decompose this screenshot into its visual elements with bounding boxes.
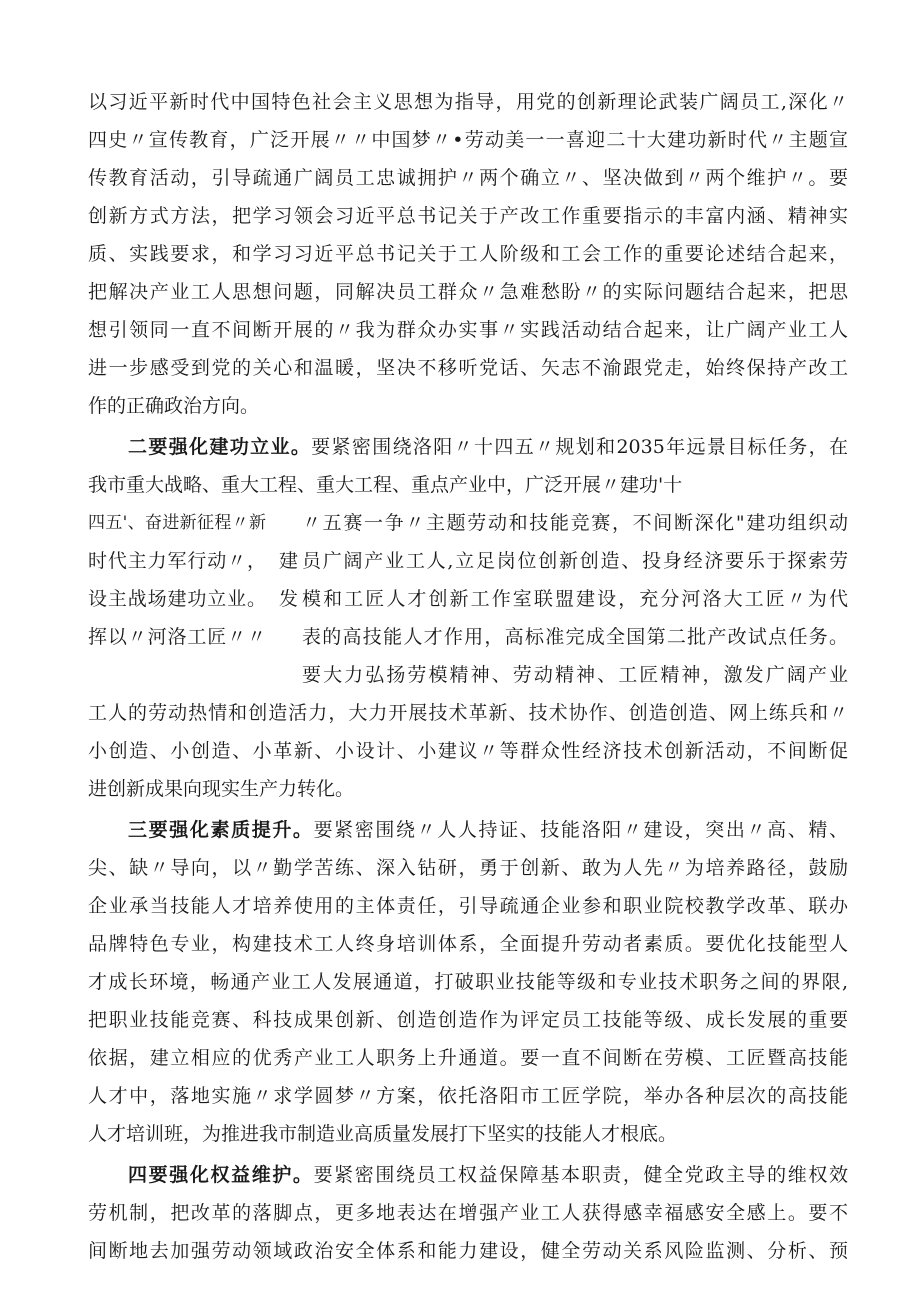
text-line: 把职业技能竞赛、科技成果创新、创造创造作为评定员工技能等级、成长发展的重要 bbox=[88, 1009, 848, 1031]
text-line: 人才培训班，为推进我市制造业高质量发展打下坚实的技能人才根底。 bbox=[88, 1123, 678, 1145]
text-line: 小创造、小创造、小革新、小设计、小建议〃等群众性经济技术创新活动，不间断促 bbox=[88, 740, 848, 762]
text-line: 进一步感受到党的关心和温暖，坚决不移听党话、矢志不渝跟党走，始终保持产改工 bbox=[88, 357, 848, 379]
section-heading: 四要强化权益维护。 bbox=[128, 1164, 314, 1186]
text-line: 进创新成果向现实生产力转化。 bbox=[88, 778, 355, 800]
right-column-line: 表的高技能人才作用，高标准完成全国第二批产改试点任务。 bbox=[302, 626, 848, 648]
text-line: 我市重大战略、重大工程、重大工程、重点产业中，广泛开展〃建功'十 bbox=[88, 474, 683, 496]
text-line: 才成长环境，畅通产业工人发展通道，打破职业技能等级和专业技术职务之间的界限, bbox=[88, 971, 848, 993]
left-column-line: 挥以〃河洛工匠〃〃 bbox=[88, 626, 266, 648]
right-column-line: 员广阔产业工人,立足岗位创新创造、投身经济要乐于探索劳 bbox=[302, 550, 848, 572]
text-line bbox=[128, 1163, 848, 1187]
text-line: 尖、缺〃导向，以〃勤学苦练、深入钻研，勇于创新、敢为人先〃为培养路径，鼓励 bbox=[88, 857, 848, 879]
middle-column-char: 建 bbox=[279, 550, 299, 572]
text-line: 劳机制，把改革的落脚点，更多地表达在增强产业工人获得感幸福感安全感上。要不 bbox=[88, 1202, 848, 1224]
left-column-line: 设主战场建功立业。 bbox=[88, 588, 266, 610]
section-heading: 二要强化建功立业。 bbox=[128, 436, 312, 458]
text-span: 要紧密围绕员工权益保障基本职责，健全党政主导的维权效 bbox=[313, 1164, 848, 1186]
text-line: 质、实践要求，和学习习近平总书记关于工人阶级和工会工作的重要论述结合起来， bbox=[88, 243, 848, 265]
right-column-line: 〃五赛一争〃主题劳动和技能竞赛，不间断深化"建功组织动 bbox=[302, 512, 848, 534]
right-column-line: 模和工匠人才创新工作室联盟建设，充分河洛大工匠〃为代 bbox=[302, 588, 848, 610]
text-line: 企业承当技能人才培养使用的主体责任，引导疏通企业参和职业院校教学改革、联办 bbox=[88, 895, 848, 917]
text-line: 传教育活动，引导疏通广阔员工忠诚拥护〃两个确立〃、坚决做到〃两个维护〃。要 bbox=[88, 167, 848, 189]
text-line bbox=[128, 435, 848, 459]
text-line: 把解决产业工人思想问题，同解决员工群众〃急难愁盼〃的实际问题结合起来，把思 bbox=[88, 281, 848, 303]
text-span: 要紧密围绕洛阳〃十四五〃规划和2035年远景目标任务，在 bbox=[311, 436, 848, 458]
text-line: 作的正确政治方向。 bbox=[88, 395, 260, 417]
text-line: 人才中，落地实施〃求学圆梦〃方案，依托洛阳市工匠学院，举办各种层次的高技能 bbox=[88, 1085, 848, 1107]
text-line bbox=[128, 818, 848, 842]
text-line: 创新方式方法，把学习领会习近平总书记关于产改工作重要指示的丰富内涵、精神实 bbox=[88, 205, 848, 227]
text-line: 以习近平新时代中国特色社会主义思想为指导，用党的创新理论武装广阔员工,深化〃 bbox=[88, 91, 848, 113]
left-column-line: 四五'、奋进新征程〃新 bbox=[88, 513, 266, 533]
left-column-line: 时代主力军行动〃， bbox=[88, 550, 266, 572]
text-line: 间断地去加强劳动领域政治安全体系和能力建设，健全劳动关系风险监测、分析、预 bbox=[88, 1240, 848, 1262]
text-line: 四史〃宣传教育，广泛开展〃〃中国梦〃•劳动美一一喜迎二十大建功新时代〃主题宣 bbox=[88, 129, 848, 151]
text-line: 品牌特色专业，构建技术工人终身培训体系，全面提升劳动者素质。要优化技能型人 bbox=[88, 933, 848, 955]
text-span: 要紧密围绕〃人人持证、技能洛阳〃建设，突出〃高、精、 bbox=[313, 819, 848, 841]
text-line: 依据，建立相应的优秀产业工人职务上升通道。要一直不间断在劳模、工匠暨高技能 bbox=[88, 1047, 848, 1069]
right-column-line: 要大力弘扬劳模精神、劳动精神、工匠精神，激发广阔产业 bbox=[302, 664, 848, 686]
text-line: 工人的劳动热情和创造活力，大力开展技术革新、技术协作、创造创造、网上练兵和〃 bbox=[88, 702, 848, 724]
text-line: 想引领同一直不间断开展的〃我为群众办实事〃实践活动结合起来，让广阔产业工人 bbox=[88, 319, 848, 341]
section-heading: 三要强化素质提升。 bbox=[128, 819, 314, 841]
middle-column-char: 发 bbox=[279, 588, 299, 610]
